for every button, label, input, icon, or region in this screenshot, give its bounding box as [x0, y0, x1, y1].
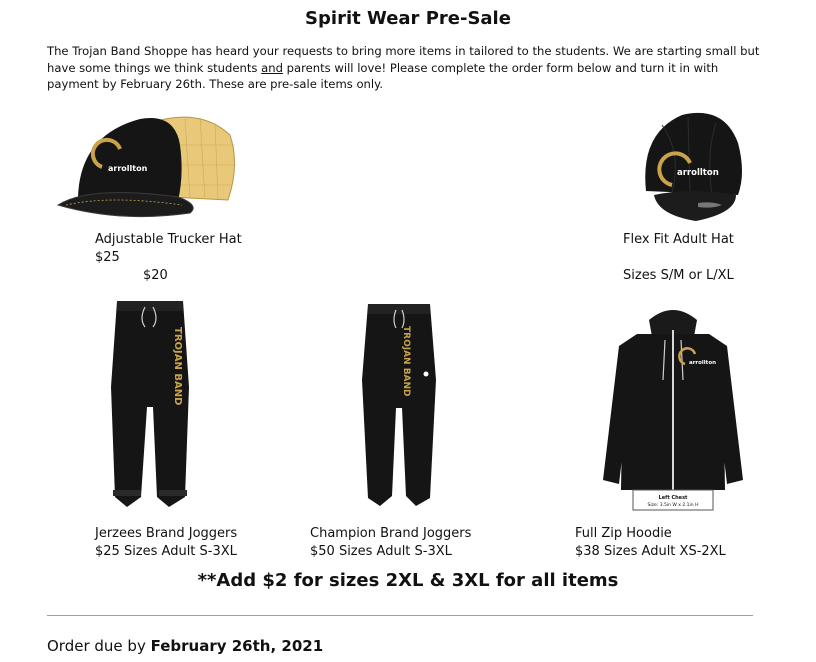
- intro-text-start: The Trojan Band Shoppe has heard your requests to bring more items in tailored to the students. We are starting small but have some things we think students: [47, 44, 760, 75]
- hoodie-price: $38 Sizes Adult XS-2XL: [575, 544, 726, 559]
- size-surcharge-note: **Add $2 for sizes 2XL & 3XL for all items: [197, 570, 619, 591]
- order-due-prefix: Order due by: [47, 637, 151, 655]
- page-title: Spirit Wear Pre-Sale: [305, 8, 511, 29]
- hoodie-image: [593, 300, 753, 512]
- flex-hat-image: [632, 103, 750, 228]
- flex-hat-logo-text: arrollton: [677, 168, 719, 178]
- hoodie-name: Full Zip Hoodie: [575, 526, 672, 541]
- champion-joggers-image: [360, 300, 440, 512]
- trucker-hat-image: [50, 105, 245, 227]
- hoodie-tag-size: Size: 3.5in W x 2.1in H: [647, 503, 699, 508]
- champion-joggers-print: TROJAN BAND: [401, 326, 411, 397]
- jerzees-joggers-image: [105, 297, 195, 512]
- trucker-hat-logo-text: arrollton: [108, 164, 148, 173]
- intro-underlined-word: and: [261, 60, 283, 75]
- champion-joggers-name: Champion Brand Joggers: [310, 526, 472, 541]
- hoodie-logo-text: arrollton: [689, 360, 717, 366]
- intro-text-end: parents will love! Please complete the order form below and turn it in with payment by February 26th. These are pre-sale items only.: [47, 60, 719, 91]
- jerzees-joggers-name: Jerzees Brand Joggers: [95, 526, 238, 541]
- jerzees-joggers-print: TROJAN BAND: [172, 327, 183, 406]
- intro-paragraph: [47, 43, 772, 93]
- section-divider: [47, 615, 753, 616]
- hoodie-tag-title: Left Chest: [658, 495, 688, 501]
- order-due-line: [47, 637, 323, 655]
- flex-hat-name: Flex Fit Adult Hat: [623, 232, 734, 247]
- trucker-hat-price: $25: [95, 250, 120, 265]
- trucker-hat-extra-price: $20: [143, 268, 168, 283]
- order-due-date: February 26th, 2021: [150, 637, 324, 655]
- jerzees-joggers-price: $25 Sizes Adult S-3XL: [95, 544, 237, 559]
- trucker-hat-name: Adjustable Trucker Hat: [95, 232, 242, 247]
- flex-hat-sizes: Sizes S/M or L/XL: [623, 268, 734, 283]
- champion-joggers-price: $50 Sizes Adult S-3XL: [310, 544, 452, 559]
